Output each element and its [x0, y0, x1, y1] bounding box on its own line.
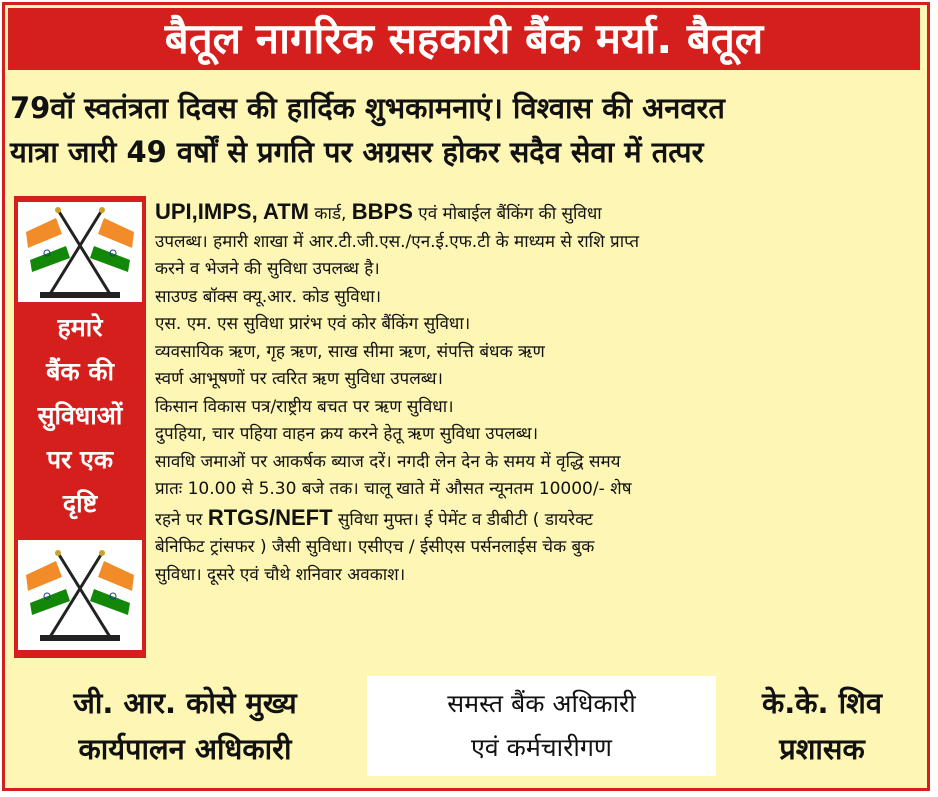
greeting-line-1: 79वॉ स्वतंत्रता दिवस की हार्दिक शुभकामनाएं। विश्वास की अनवरत	[10, 91, 725, 125]
ceo-name: जी. आर. कोसे मुख्य	[73, 686, 297, 720]
feature-line-12	[155, 504, 925, 535]
sidebar-line-3: सुविधाओं	[37, 401, 123, 430]
feature-bold-rtgs: RTGS/NEFT	[207, 504, 333, 530]
feature-line-9: दुपहिया, चार पहिया वाहन क्रय करने हेतू ऋण सुविधा उपलब्ध।	[155, 424, 539, 444]
sidebar-line-4: पर एक	[46, 445, 114, 474]
administrator-title: प्रशासक	[779, 732, 865, 766]
feature-line-5: एस. एम. एस सुविधा प्रारंभ एवं कोर बैंकिंग सुविधा।	[155, 314, 471, 334]
facilities-list	[155, 198, 925, 589]
feature-line-8: किसान विकास पत्र/राष्ट्रीय बचत पर ऋण सुविधा।	[155, 396, 454, 417]
administrator-name: के.के. शिव	[761, 686, 883, 720]
administrator-block	[724, 680, 920, 772]
crossed-flags-icon-top	[18, 202, 142, 302]
facilities-sidebar	[14, 196, 146, 658]
greeting-text	[10, 86, 920, 174]
ceo-title: कार्यपालन अधिकारी	[78, 732, 292, 766]
feature-text: सुविधा मुफ्त। ई पेमेंट व डीबीटी ( डायरेक्ट	[332, 509, 593, 530]
feature-line-14: सुविधा। दूसरे एवं चौथे शनिवार अवकाश।	[155, 564, 406, 585]
crossed-flags-icon-bottom	[18, 540, 142, 650]
feature-text: कार्ड,	[309, 204, 352, 224]
feature-bold-upi: UPI,IMPS, ATM	[155, 199, 309, 224]
sidebar-line-5: दृष्टि	[62, 489, 98, 518]
feature-line-6: व्यवसायिक ऋण, गृह ऋण, साख सीमा ऋण, संपत्ति बंधक ऋण	[155, 341, 545, 362]
ceo-signature-block	[14, 680, 356, 772]
sidebar-line-2: बैंक की	[46, 357, 114, 386]
feature-text: रहने पर	[155, 509, 208, 530]
feature-line-7: स्वर्ण आभूषणों पर त्वरित ऋण सुविधा उपलब्ध।	[155, 369, 443, 389]
bank-name-banner: बैतूल नागरिक सहकारी बैंक मर्या. बैतूल	[8, 8, 920, 70]
staff-box	[367, 676, 716, 776]
feature-line-11: प्रातः 10.00 से 5.30 बजे तक। चालू खाते में औसत न्यूनतम 10000/- शेष	[155, 479, 632, 499]
feature-line-3: करने व भेजने की सुविधा उपलब्ध है।	[155, 259, 380, 279]
feature-line-2: उपलब्ध। हमारी शाखा में आर.टी.जी.एस./एन.ई.एफ.टी के माध्यम से राशि प्राप्त	[155, 231, 640, 252]
staff-line-1: समस्त बैंक अधिकारी	[447, 689, 636, 718]
feature-bold-bbps: BBPS	[351, 199, 413, 224]
feature-line-1	[155, 198, 925, 229]
facilities-heading	[14, 306, 146, 526]
feature-text: एवं मोबाईल बैंकिंग की सुविधा	[412, 204, 602, 224]
greeting-line-2: यात्रा जारी 49 वर्षों से प्रगति पर अग्रसर होकर सदैव सेवा में तत्पर	[10, 135, 704, 169]
staff-line-2: एवं कर्मचारीगण	[470, 733, 613, 762]
feature-line-4: साउण्ड बॉक्स क्यू.आर. कोड सुविधा।	[155, 286, 382, 307]
feature-line-10: सावधि जमाओं पर आकर्षक ब्याज दरें। नगदी लेन देन के समय में वृद्धि समय	[155, 451, 621, 472]
feature-line-13: बेनिफिट ट्रांसफर ) जैसी सुविधा। एसीएच / ईसीएस पर्सनलाईस चेक बुक	[155, 537, 595, 557]
sidebar-line-1: हमारे	[57, 313, 103, 342]
